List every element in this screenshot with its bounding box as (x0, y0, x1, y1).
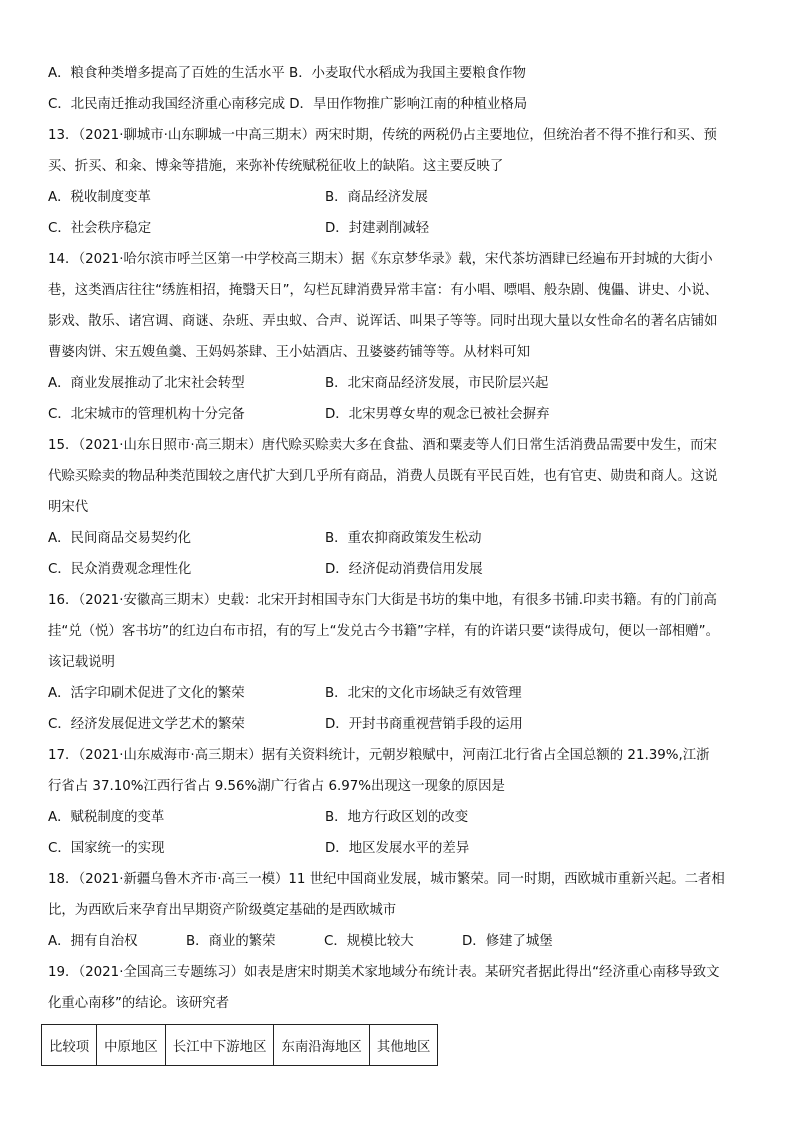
option-b[interactable]: B．商业的繁荣 (186, 934, 276, 949)
table-header-cell: 比较项 (42, 1025, 97, 1066)
question-stem: 16．（2021·安徽高三期末）史载：北宋开封相国寺东门大街是书坊的集中地，有很多书铺.印卖书籍。有的门前高 (48, 593, 717, 608)
option-c[interactable]: C．北宋城市的管理机构十分完备 (48, 407, 245, 422)
option-c[interactable]: C．经济发展促进文学艺术的繁荣 (48, 717, 245, 732)
option-row (48, 213, 760, 244)
question-18 (48, 864, 760, 957)
question-stem: 比，为西欧后来孕育出早期资产阶级奠定基础的是西欧城市 (48, 903, 397, 918)
question-stem: 代赊买赊卖的物品种类范围较之唐代扩大到几乎所有商品，消费人员既有平民百姓，也有官吏、勋贵和商人。这说 (48, 469, 718, 484)
option-d[interactable]: D．修建了城堡 (462, 934, 553, 949)
option-a[interactable]: A．民间商品交易契约化 (48, 531, 192, 546)
question-19 (48, 957, 760, 1019)
option-row (48, 182, 760, 213)
table-header-cell: 长江中下游地区 (165, 1025, 274, 1066)
option-c[interactable]: C．规模比较大 (324, 934, 414, 949)
option-a[interactable]: A．赋税制度的变革 (48, 810, 165, 825)
option-row (48, 926, 760, 957)
option-row (48, 802, 760, 833)
option-c[interactable]: C．国家统一的实现 (48, 841, 165, 856)
option-c[interactable]: C．社会秩序稳定 (48, 221, 152, 236)
question-stem: 18．（2021·新疆乌鲁木齐市·高三一模）11 世纪中国商业发展，城市繁荣。同一时期，西欧城市重新兴起。二者相 (48, 872, 725, 887)
option-d[interactable]: D．封建剥削减轻 (325, 221, 430, 236)
table-header-cell: 东南沿海地区 (274, 1025, 369, 1066)
exam-page (48, 58, 760, 1019)
question-stem: 买、折买、和籴、博籴等措施，来弥补传统赋税征收上的缺陷。这主要反映了 (48, 159, 504, 174)
artist-distribution-table (41, 1024, 438, 1066)
option-b[interactable]: B．北宋的文化市场缺乏有效管理 (325, 686, 522, 701)
option-row (48, 678, 760, 709)
question-stem: 19．（2021·全国高三专题练习）如表是唐宋时期美术家地域分布统计表。某研究者据此得出“经济重心南移导致文 (48, 965, 720, 980)
question-stem: 影戏、散乐、诸宫调、商谜、杂班、弄虫蚁、合声、说诨话、叫果子等等。同时出现大量以女性命名的著名店铺如 (48, 314, 718, 329)
question-stem: 明宋代 (48, 500, 89, 515)
option-a[interactable]: A．商业发展推动了北宋社会转型 (48, 376, 245, 391)
question-stem: 17．（2021·山东威海市·高三期末）据有关资料统计，元朝岁粮赋中，河南江北行省占全国总额的 21.39%,江浙 (48, 748, 710, 763)
option-line: C．北民南迁推动我国经济重心南移完成 D．旱田作物推广影响江南的种植业格局 (48, 97, 528, 112)
question-stem: 化重心南移”的结论。该研究者 (48, 996, 230, 1011)
option-line: A．粮食种类增多提高了百姓的生活水平 B．小麦取代水稻成为我国主要粮食作物 (48, 66, 526, 81)
question-stem: 挂“兑（悦）客书坊”的红边白布市招，有的写上“发兑古今书籍”字样，有的许诺只要“读得成句，便以一部相赠”。 (48, 624, 719, 639)
question-14 (48, 244, 760, 430)
option-b[interactable]: B．商品经济发展 (325, 190, 428, 205)
option-b[interactable]: B．地方行政区划的改变 (325, 810, 469, 825)
question-16 (48, 585, 760, 740)
question-stem: 该记载说明 (48, 655, 115, 670)
table-header-cell: 中原地区 (97, 1025, 166, 1066)
table-header-row (42, 1025, 438, 1066)
option-row (48, 833, 760, 864)
option-a[interactable]: A．税收制度变革 (48, 190, 151, 205)
option-a[interactable]: A．拥有自治权 (48, 934, 138, 949)
option-b[interactable]: B．北宋商品经济发展，市民阶层兴起 (325, 376, 549, 391)
question-stem: 15．（2021·山东日照市·高三期末）唐代赊买赊卖大多在食盐、酒和粟麦等人们日常生活消费品需要中发生，而宋 (48, 438, 717, 453)
question-stem: 行省占 37.10%江西行省占 9.56%湖广行省占 6.97%出现这一现象的原因是 (48, 779, 505, 794)
question-stem: 14．（2021·哈尔滨市呼兰区第一中学校高三期末）据《东京梦华录》载，宋代茶坊酒肆已经遍布开封城的大街小 (48, 252, 713, 267)
option-row (48, 709, 760, 740)
option-row (48, 368, 760, 399)
question-15 (48, 430, 760, 585)
option-b[interactable]: B．重农抑商政策发生松动 (325, 531, 482, 546)
option-a[interactable]: A．活字印刷术促进了文化的繁荣 (48, 686, 245, 701)
question-17 (48, 740, 760, 864)
option-d[interactable]: D．地区发展水平的差异 (325, 841, 470, 856)
option-row (48, 523, 760, 554)
option-row (48, 399, 760, 430)
question-stem: 曹婆肉饼、宋五嫂鱼羹、王妈妈茶肆、王小姑酒店、丑婆婆药铺等等。从材料可知 (48, 345, 531, 360)
option-c[interactable]: C．民众消费观念理性化 (48, 562, 192, 577)
option-d[interactable]: D．北宋男尊女卑的观念已被社会摒弃 (325, 407, 550, 422)
option-row (48, 554, 760, 585)
question-stem: 巷，这类酒店往往“绣旌相招，掩翳天日”，勾栏瓦肆消费异常丰富：有小唱、嘌唱、般杂剧、傀儡、讲史、小说、 (48, 283, 719, 298)
option-d[interactable]: D．经济促动消费信用发展 (325, 562, 483, 577)
question-13 (48, 120, 760, 244)
table-header-cell: 其他地区 (369, 1025, 438, 1066)
question-stem: 13．（2021·聊城市·山东聊城一中高三期末）两宋时期，传统的两税仍占主要地位，但统治者不得不推行和买、预 (48, 128, 717, 143)
option-d[interactable]: D．开封书商重视营销手段的运用 (325, 717, 523, 732)
